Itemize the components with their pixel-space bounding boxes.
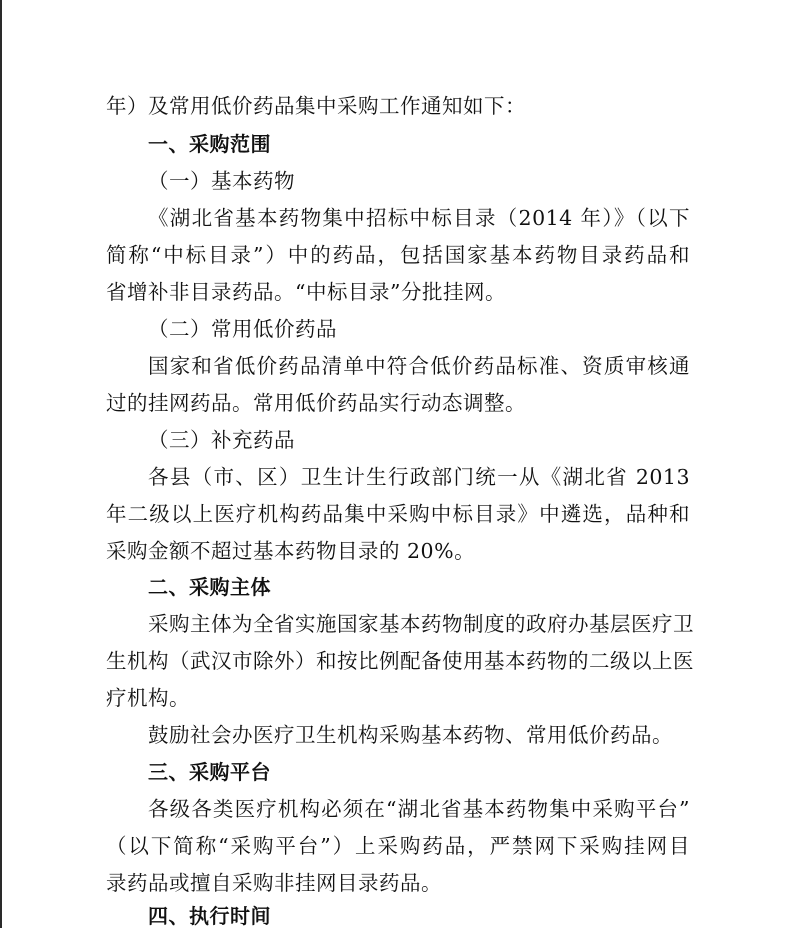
body-text-line: 年）及常用低价药品集中采购工作通知如下： (106, 94, 526, 118)
body-text-line: 过的挂网药品。常用低价药品实行动态调整。 (106, 391, 526, 415)
body-text-line: 各县（市、区）卫生计生行政部门统一从《湖北省 2013 (148, 465, 690, 489)
body-text-line: 录药品或擅自采购非挂网目录药品。 (106, 871, 442, 895)
body-text-line: 《湖北省基本药物集中招标中标目录（2014 年）》（以下 (148, 206, 690, 230)
section-heading-execution-time: 四、执行时间 (148, 904, 271, 928)
body-text-line: 省增补非目录药品。“中标目录”分批挂网。 (106, 280, 506, 304)
subsection-heading-supplementary-drugs: （三）补充药品 (148, 428, 295, 452)
body-text-line: 年二级以上医疗机构药品集中采购中标目录》中遴选，品种和 (106, 502, 690, 526)
body-text-line: 国家和省低价药品清单中符合低价药品标准、资质审核通 (148, 354, 690, 378)
section-heading-scope: 一、采购范围 (148, 132, 271, 156)
body-text-line: 疗机构。 (106, 686, 190, 710)
section-heading-platform: 三、采购平台 (148, 760, 271, 784)
body-text-line: 生机构（武汉市除外）和按比例配备使用基本药物的二级以上医 (106, 649, 694, 673)
subsection-heading-low-price-drugs: （二）常用低价药品 (148, 317, 337, 341)
body-text-line: 鼓励社会办医疗卫生机构采购基本药物、常用低价药品。 (148, 723, 673, 747)
body-text-line: 各级各类医疗机构必须在“湖北省基本药物集中采购平台” (148, 797, 690, 821)
body-text-line: （以下简称“采购平台”）上采购药品，严禁网下采购挂网目 (106, 834, 690, 858)
body-text-line: 采购金额不超过基本药物目录的 20%。 (106, 539, 476, 563)
body-text-line: 简称“中标目录”）中的药品，包括国家基本药物目录药品和 (106, 243, 690, 267)
section-heading-subject: 二、采购主体 (148, 575, 271, 599)
body-text-line: 采购主体为全省实施国家基本药物制度的政府办基层医疗卫 (148, 612, 694, 636)
subsection-heading-essential-drugs: （一）基本药物 (148, 169, 295, 193)
